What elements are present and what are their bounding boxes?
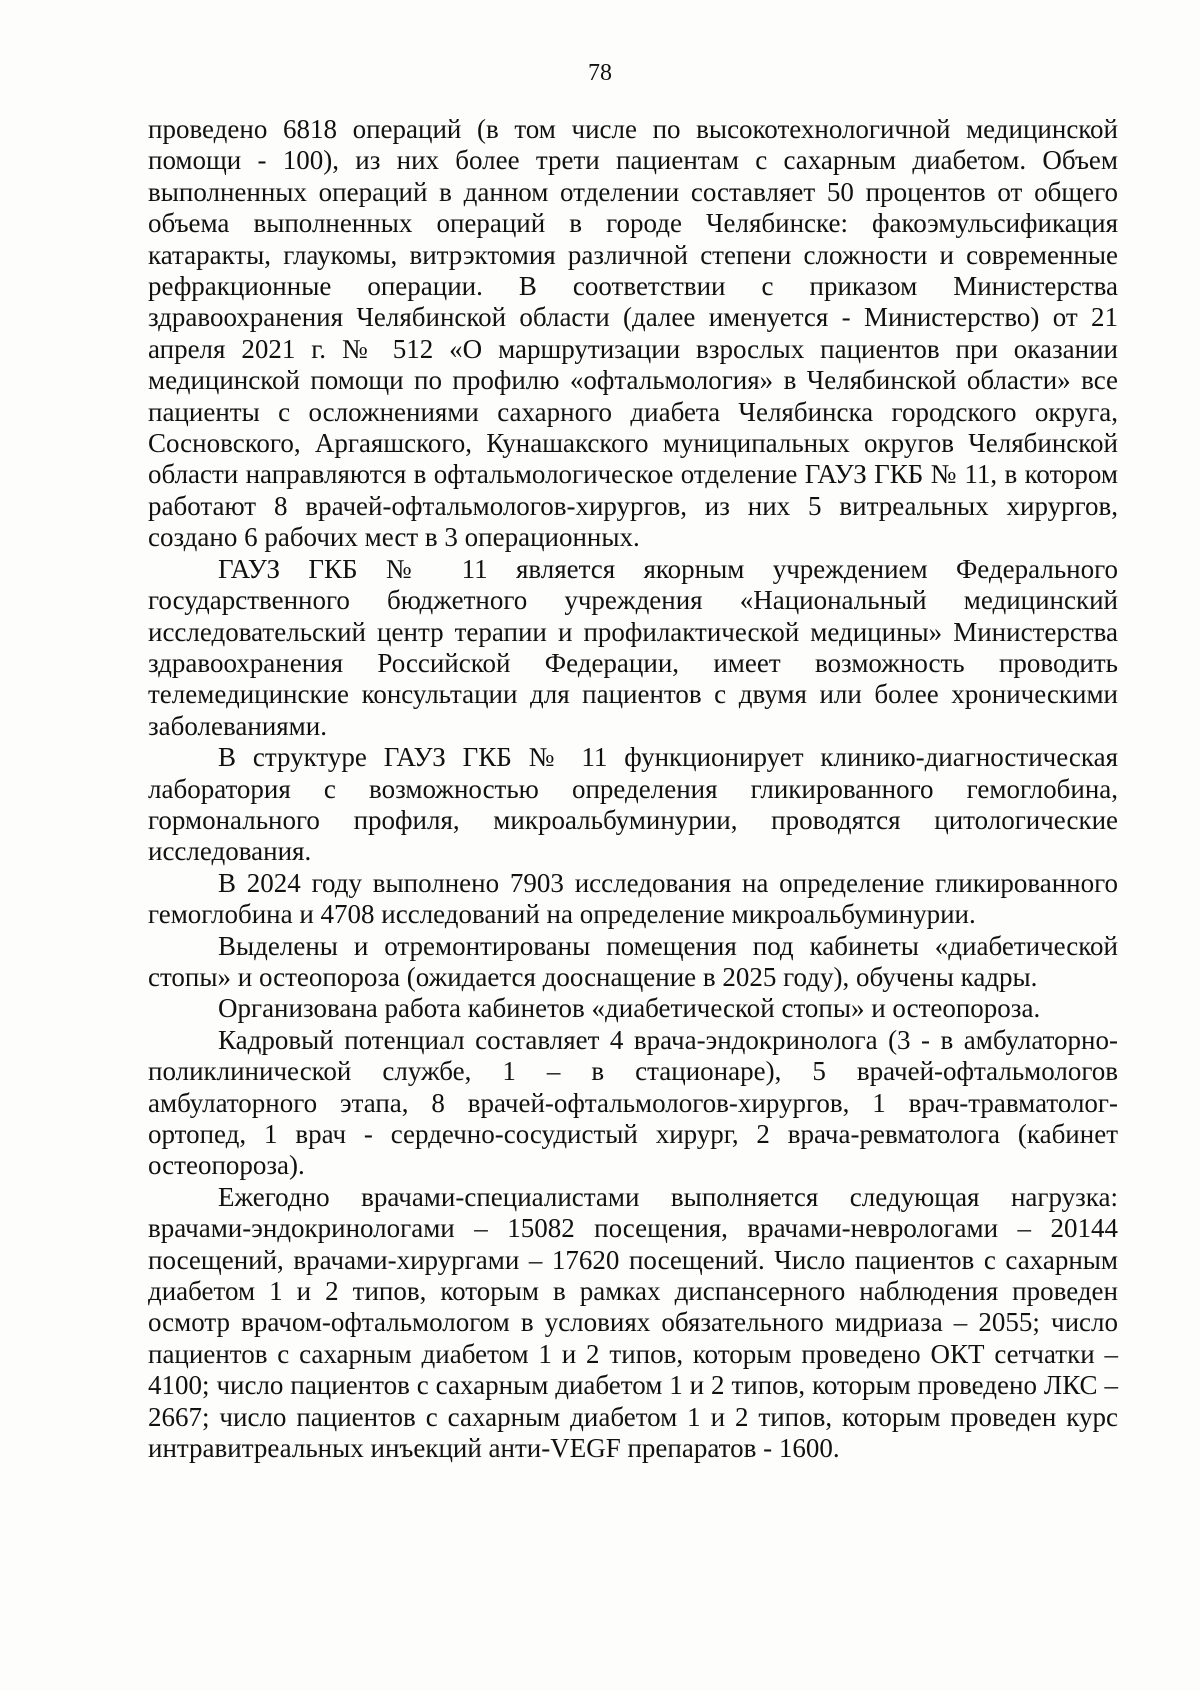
paragraph: Организована работа кабинетов «диабетической стопы» и остеопороза. bbox=[218, 993, 1041, 1024]
paragraph: В структуре ГАУЗ ГКБ № 11 функционирует клинико-диагностическая лаборатория с возможностью определения гликированного гемоглобина, гормонального профиля, микроальбуминурии, проводятся цитологические исследования. bbox=[148, 742, 1118, 867]
paragraph: Ежегодно врачами-специалистами выполняется следующая нагрузка: врачами-эндокринологами – 15082 посещения, врачами-неврологами – 20144 посещений, врачами-хирургами – 17620 посещений. Число пациентов с сахарным диабетом 1 и 2 типов, которым в рамках диспансерного наблюдения проведен осмотр врачом-офтальмологом в условиях обязательного мидриаза – 2055; число пациентов с сахарным диабетом 1 и 2 типов, которым проведено ОКТ сетчатки – 4100; число пациентов с сахарным диабетом 1 и 2 типов, которым проведено ЛКС – 2667; число пациентов с сахарным диабетом 1 и 2 типов, которым проведен курс интравитреальных инъекций анти-VEGF препаратов - 1600. bbox=[148, 1181, 1118, 1464]
paragraph: В 2024 году выполнено 7903 исследования на определение гликированного гемоглобина и 4708 исследований на определение микроальбуминурии. bbox=[148, 867, 1118, 930]
paragraph: проведено 6818 операций (в том числе по высокотехнологичной медицинской помощи - 100), из них более трети пациентам с сахарным диабетом. Объем выполненных операций в данном отделении составляет 50 процентов от общего объема выполненных операций в городе Челябинске: факоэмульсификация катаракты, глаукомы, витрэктомия различной степени сложности и современные рефракционные операции. В соответствии с приказом Министерства здравоохранения Челябинской области (далее именуется - Министерство) от 21 апреля 2021 г. № 512 «О маршрутизации взрослых пациентов при оказании медицинской помощи по профилю «офтальмология» в Челябинской области» все пациенты с осложнениями сахарного диабета Челябинска городского округа, Сосновского, Аргаяшского, Кунашакского муниципальных округов Челябинской области направляются в офтальмологическое отделение ГАУЗ ГКБ № 11, в котором работают 8 врачей-офтальмологов-хирургов, из них 5 витреальных хирургов, создано 6 рабочих мест в 3 операционных. bbox=[148, 114, 1118, 553]
paragraph: Кадровый потенциал составляет 4 врача-эндокринолога (3 - в амбулаторно-поликлинической службе, 1 – в стационаре), 5 врачей-офтальмологов амбулаторного этапа, 8 врачей-офтальмологов-хирургов, 1 врач-травматолог-ортопед, 1 врач - сердечно-сосудистый хирург, 2 врача-ревматолога (кабинет остеопороза). bbox=[148, 1024, 1118, 1181]
paragraph: Выделены и отремонтированы помещения под кабинеты «диабетической стопы» и остеопороза (ожидается дооснащение в 2025 году), обучены кадры. bbox=[148, 930, 1118, 992]
document-body bbox=[148, 114, 1118, 1464]
page-number: 78 bbox=[588, 60, 612, 86]
paragraph: ГАУЗ ГКБ № 11 является якорным учреждением Федерального государственного бюджетного учреждения «Национальный медицинский исследовательский центр терапии и профилактической медицины» Министерства здравоохранения Российской Федерации, имеет возможность проводить телемедицинские консультации для пациентов с двумя или более хроническими заболеваниями. bbox=[148, 553, 1118, 741]
